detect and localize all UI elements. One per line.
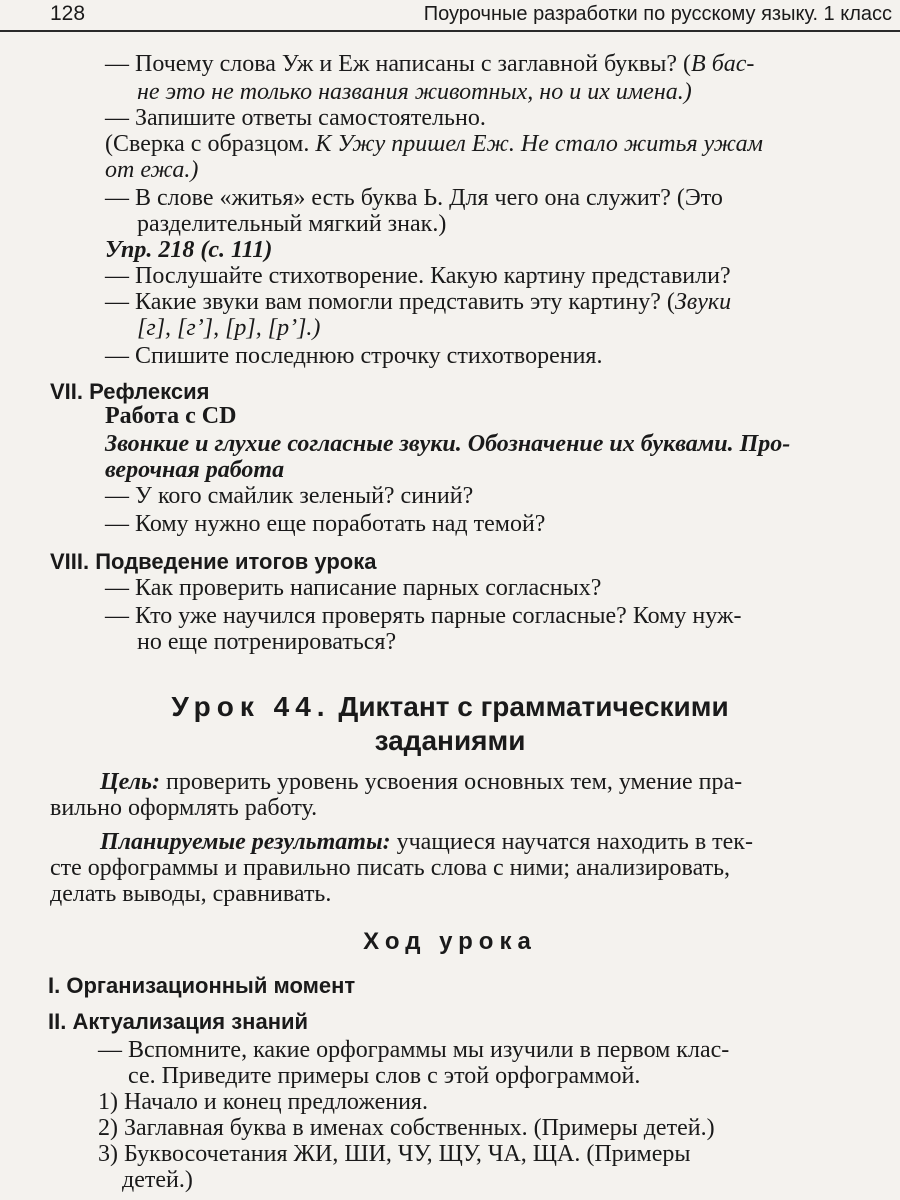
text-line: разделительный мягкий знак.) [137, 211, 447, 237]
text-line: — Вспомните, какие орфограммы мы изучили в первом клас- [98, 1037, 730, 1063]
lesson-course-heading: Ход урока [363, 928, 537, 955]
text-line: — Спишите последнюю строчку стихотворения. [105, 343, 603, 369]
section-heading: II. Актуализация знаний [48, 1009, 309, 1034]
text-line: се. Приведите примеры слов с этой орфограммой. [128, 1063, 641, 1089]
text-line: не это не только названия животных, но и их имена.) [137, 79, 692, 105]
subheading: Работа с CD [105, 403, 237, 429]
text-line: вильно оформлять работу. [50, 795, 318, 821]
text-line: — Запишите ответы самостоятельно. [105, 105, 486, 131]
text-line: — Почему слова Уж и Еж написаны с заглавной буквы? (В бас- [105, 51, 755, 77]
text-line: — У кого смайлик зеленый? синий? [105, 483, 474, 509]
list-item: 1) Начало и конец предложения. [98, 1089, 428, 1115]
text-line: делать выводы, сравнивать. [50, 881, 332, 907]
lesson-title: заданиями [374, 725, 526, 756]
list-item: 2) Заглавная буква в именах собственных. (Примеры детей.) [98, 1115, 715, 1141]
text-line: — Как проверить написание парных согласных? [105, 575, 602, 601]
text-line: Звонкие и глухие согласные звуки. Обозначение их буквами. Про- [105, 431, 791, 457]
exercise-label: Упр. 218 (с. 111) [105, 237, 273, 263]
text-line: сте орфограммы и правильно писать слова с ними; анализировать, [50, 855, 731, 881]
text-line: (Сверка с образцом. К Ужу пришел Еж. Не стало житья ужам [105, 131, 763, 157]
page-number: 128 [50, 2, 86, 25]
section-heading: VIII. Подведение итогов урока [50, 549, 377, 574]
text-line: [г], [г’], [р], [р’].) [137, 315, 321, 341]
list-item: детей.) [122, 1167, 193, 1193]
section-heading: I. Организационный момент [48, 973, 356, 998]
text-line: — Какие звуки вам помогли представить эту картину? (Звуки [105, 289, 732, 315]
list-item: 3) Буквосочетания ЖИ, ШИ, ЧУ, ЩУ, ЧА, ЩА. (Примеры [98, 1141, 691, 1167]
goal-paragraph: Цель: проверить уровень усвоения основных тем, умение пра- [100, 769, 743, 795]
lesson-title: Урок 44. Диктант с грамматическими [171, 691, 729, 722]
text-line: верочная работа [105, 457, 285, 483]
text-line: — Кто уже научился проверять парные согласные? Кому нуж- [105, 603, 742, 629]
section-heading: VII. Рефлексия [50, 379, 210, 404]
text-line: — Кому нужно еще поработать над темой? [105, 511, 546, 537]
text-line: — В слове «житья» есть буква Ь. Для чего она служит? (Это [105, 185, 723, 211]
running-title: Поурочные разработки по русскому языку. 1 класс [423, 3, 892, 25]
text-line: — Послушайте стихотворение. Какую картину представили? [105, 263, 731, 289]
text-line: от ежа.) [105, 157, 199, 183]
page-header [0, 0, 900, 32]
text-line: но еще потренироваться? [137, 629, 397, 655]
results-paragraph: Планируемые результаты: учащиеся научатся находить в тек- [100, 829, 753, 855]
